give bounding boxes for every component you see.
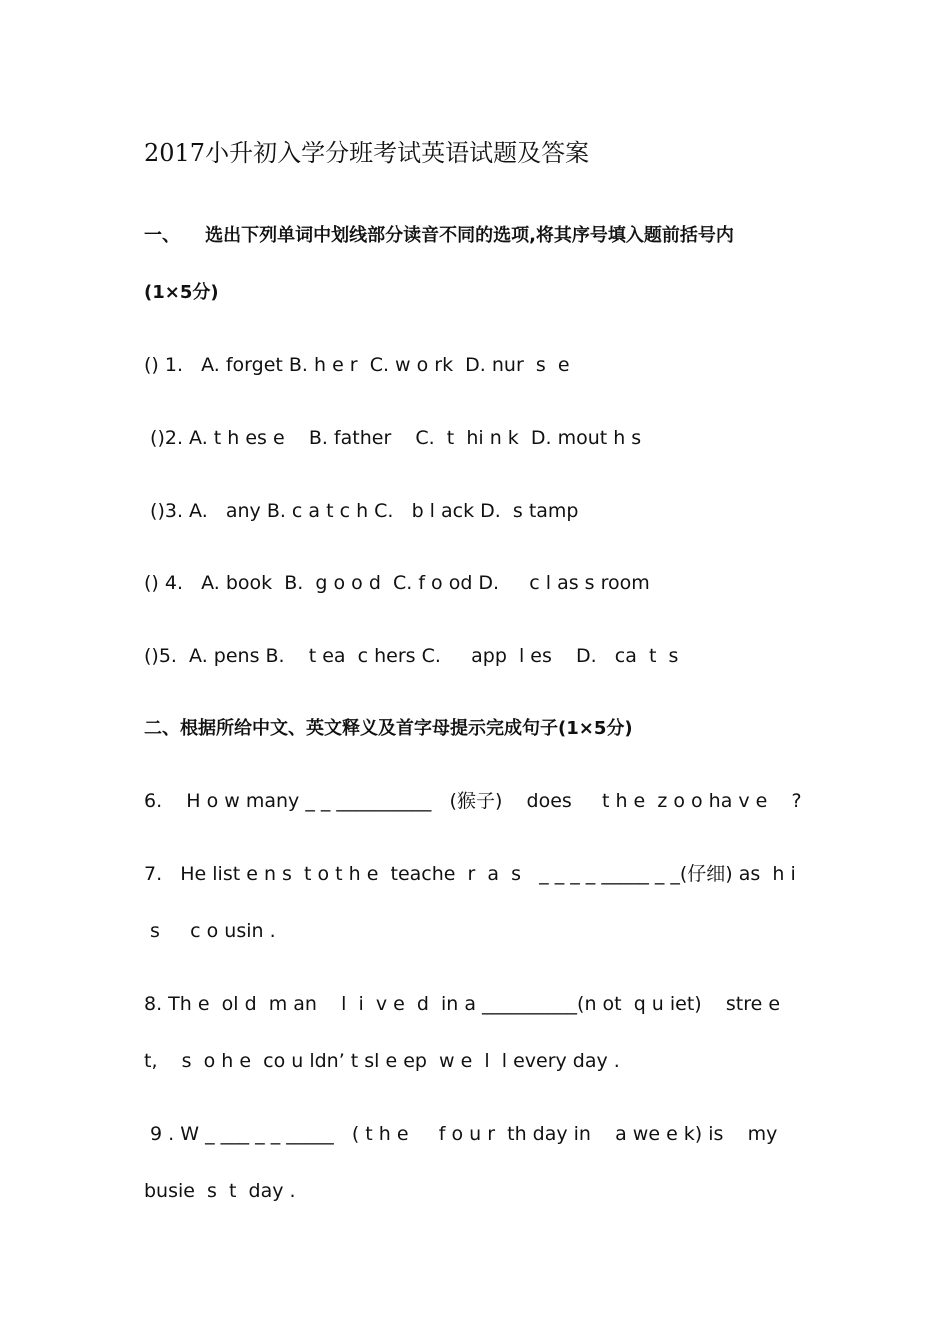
question-6: 6. H o w many _ _ __________ (猴子) does t h e z o o ha v e ? xyxy=(144,790,802,812)
question-9-line1: 9 . W _ ___ _ _ _____ ( t h e f o u r th day in a we e k) is my xyxy=(144,1123,778,1145)
section1-heading-score: (1×5分) xyxy=(144,282,219,303)
section2-heading: 二、根据所给中文、英文释义及首字母提示完成句子(1×5分) xyxy=(144,718,633,739)
question-8-line1: 8. Th e ol d m an l i v e d in a __________(n ot q u iet) stre e xyxy=(144,993,781,1015)
question-8-line2: t, s o h e co u ldn’ t sl e ep w e l l every day . xyxy=(144,1050,620,1072)
section1-heading: 一、 选出下列单词中划线部分读音不同的选项,将其序号填入题前括号内 xyxy=(144,225,734,246)
question-9-line2: busie s t day . xyxy=(144,1180,296,1202)
document-title: 2017小升初入学分班考试英语试题及答案 xyxy=(144,139,590,167)
question-3: ()3. A. any B. c a t c h C. b l ack D. s tamp xyxy=(144,500,579,522)
question-4: () 4. A. book B. g o o d C. f o od D. c l as s room xyxy=(144,572,650,594)
question-2: ()2. A. t h es e B. father C. t hi n k D. mout h s xyxy=(144,427,642,449)
question-1: () 1. A. forget B. h e r C. w o rk D. nur s e xyxy=(144,354,570,376)
question-7-line1: 7. He list e n s t o t h e teache r a s _ _ _ _ _____ _ _(仔细) as h i xyxy=(144,863,796,885)
question-7-line2: s c o usin . xyxy=(144,920,276,942)
question-5: ()5. A. pens B. t ea c hers C. app l es D. ca t s xyxy=(144,645,679,667)
